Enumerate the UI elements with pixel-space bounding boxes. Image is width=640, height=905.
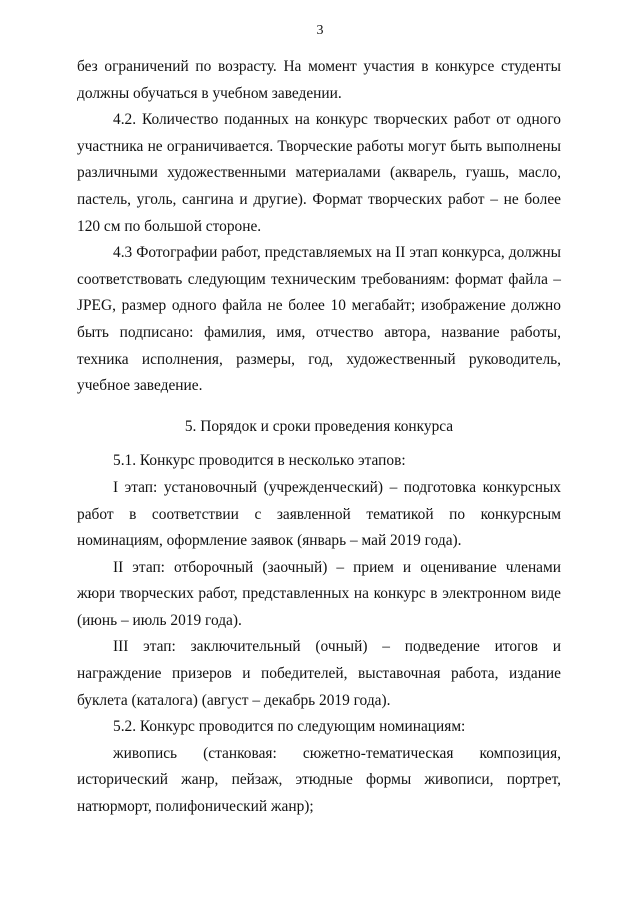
paragraph-stage-1: I этап: установочный (учрежденческий) – подготовка конкурсных работ в соответствии с заявленной тематикой по конкурсным номинациям, оформление заявок (январь – май 2019 года).	[77, 478, 561, 550]
paragraph-4-2: 4.2. Количество поданных на конкурс творческих работ от одного участника не ограничивается. Творческие работы могут быть выполнены различными художественными материалами (акварель, гуашь, масло, пастель, уголь, сангина и другие). Формат творческих работ – не более 120 см по большой стороне.	[77, 111, 561, 235]
paragraph-5-2: 5.2. Конкурс проводится по следующим номинациям:	[113, 718, 466, 736]
paragraph-4-3: 4.3 Фотографии работ, представляемых на II этап конкурса, должны соответствовать следующим техническим требованиям: формат файла – JPEG, размер одного файла не более 10 мегабайт; изображение должно быть подписано: фамилия, имя, отчество автора, название работы, техника исполнения, размеры, год, художественный руководитель, учебное заведение.	[77, 244, 561, 395]
paragraph-stage-3: III этап: заключительный (очный) – подведение итогов и награждение призеров и победителей, выставочная работа, издание буклета (каталога) (август – декабрь 2019 года).	[77, 638, 561, 709]
page-number: 3	[316, 23, 324, 38]
paragraph-stage-2: II этап: отборочный (заочный) – прием и оценивание членами жюри творческих работ, представленных на конкурс в электронном виде (июнь – июль 2019 года).	[77, 558, 561, 629]
paragraph-nomination-painting: живопись (станковая: сюжетно-тематическая композиция, исторический жанр, пейзаж, этюдные формы живописи, портрет, натюрморт, полифонический жанр);	[77, 744, 561, 816]
document-body	[77, 54, 561, 821]
paragraph-5-1: 5.1. Конкурс проводится в несколько этапов:	[113, 452, 406, 470]
paragraph-age-continuation: без ограничений по возрасту. На момент участия в конкурсе студенты должны обучаться в учебном заведении.	[77, 58, 561, 102]
section-heading: 5. Порядок и сроки проведения конкурса	[184, 417, 454, 435]
